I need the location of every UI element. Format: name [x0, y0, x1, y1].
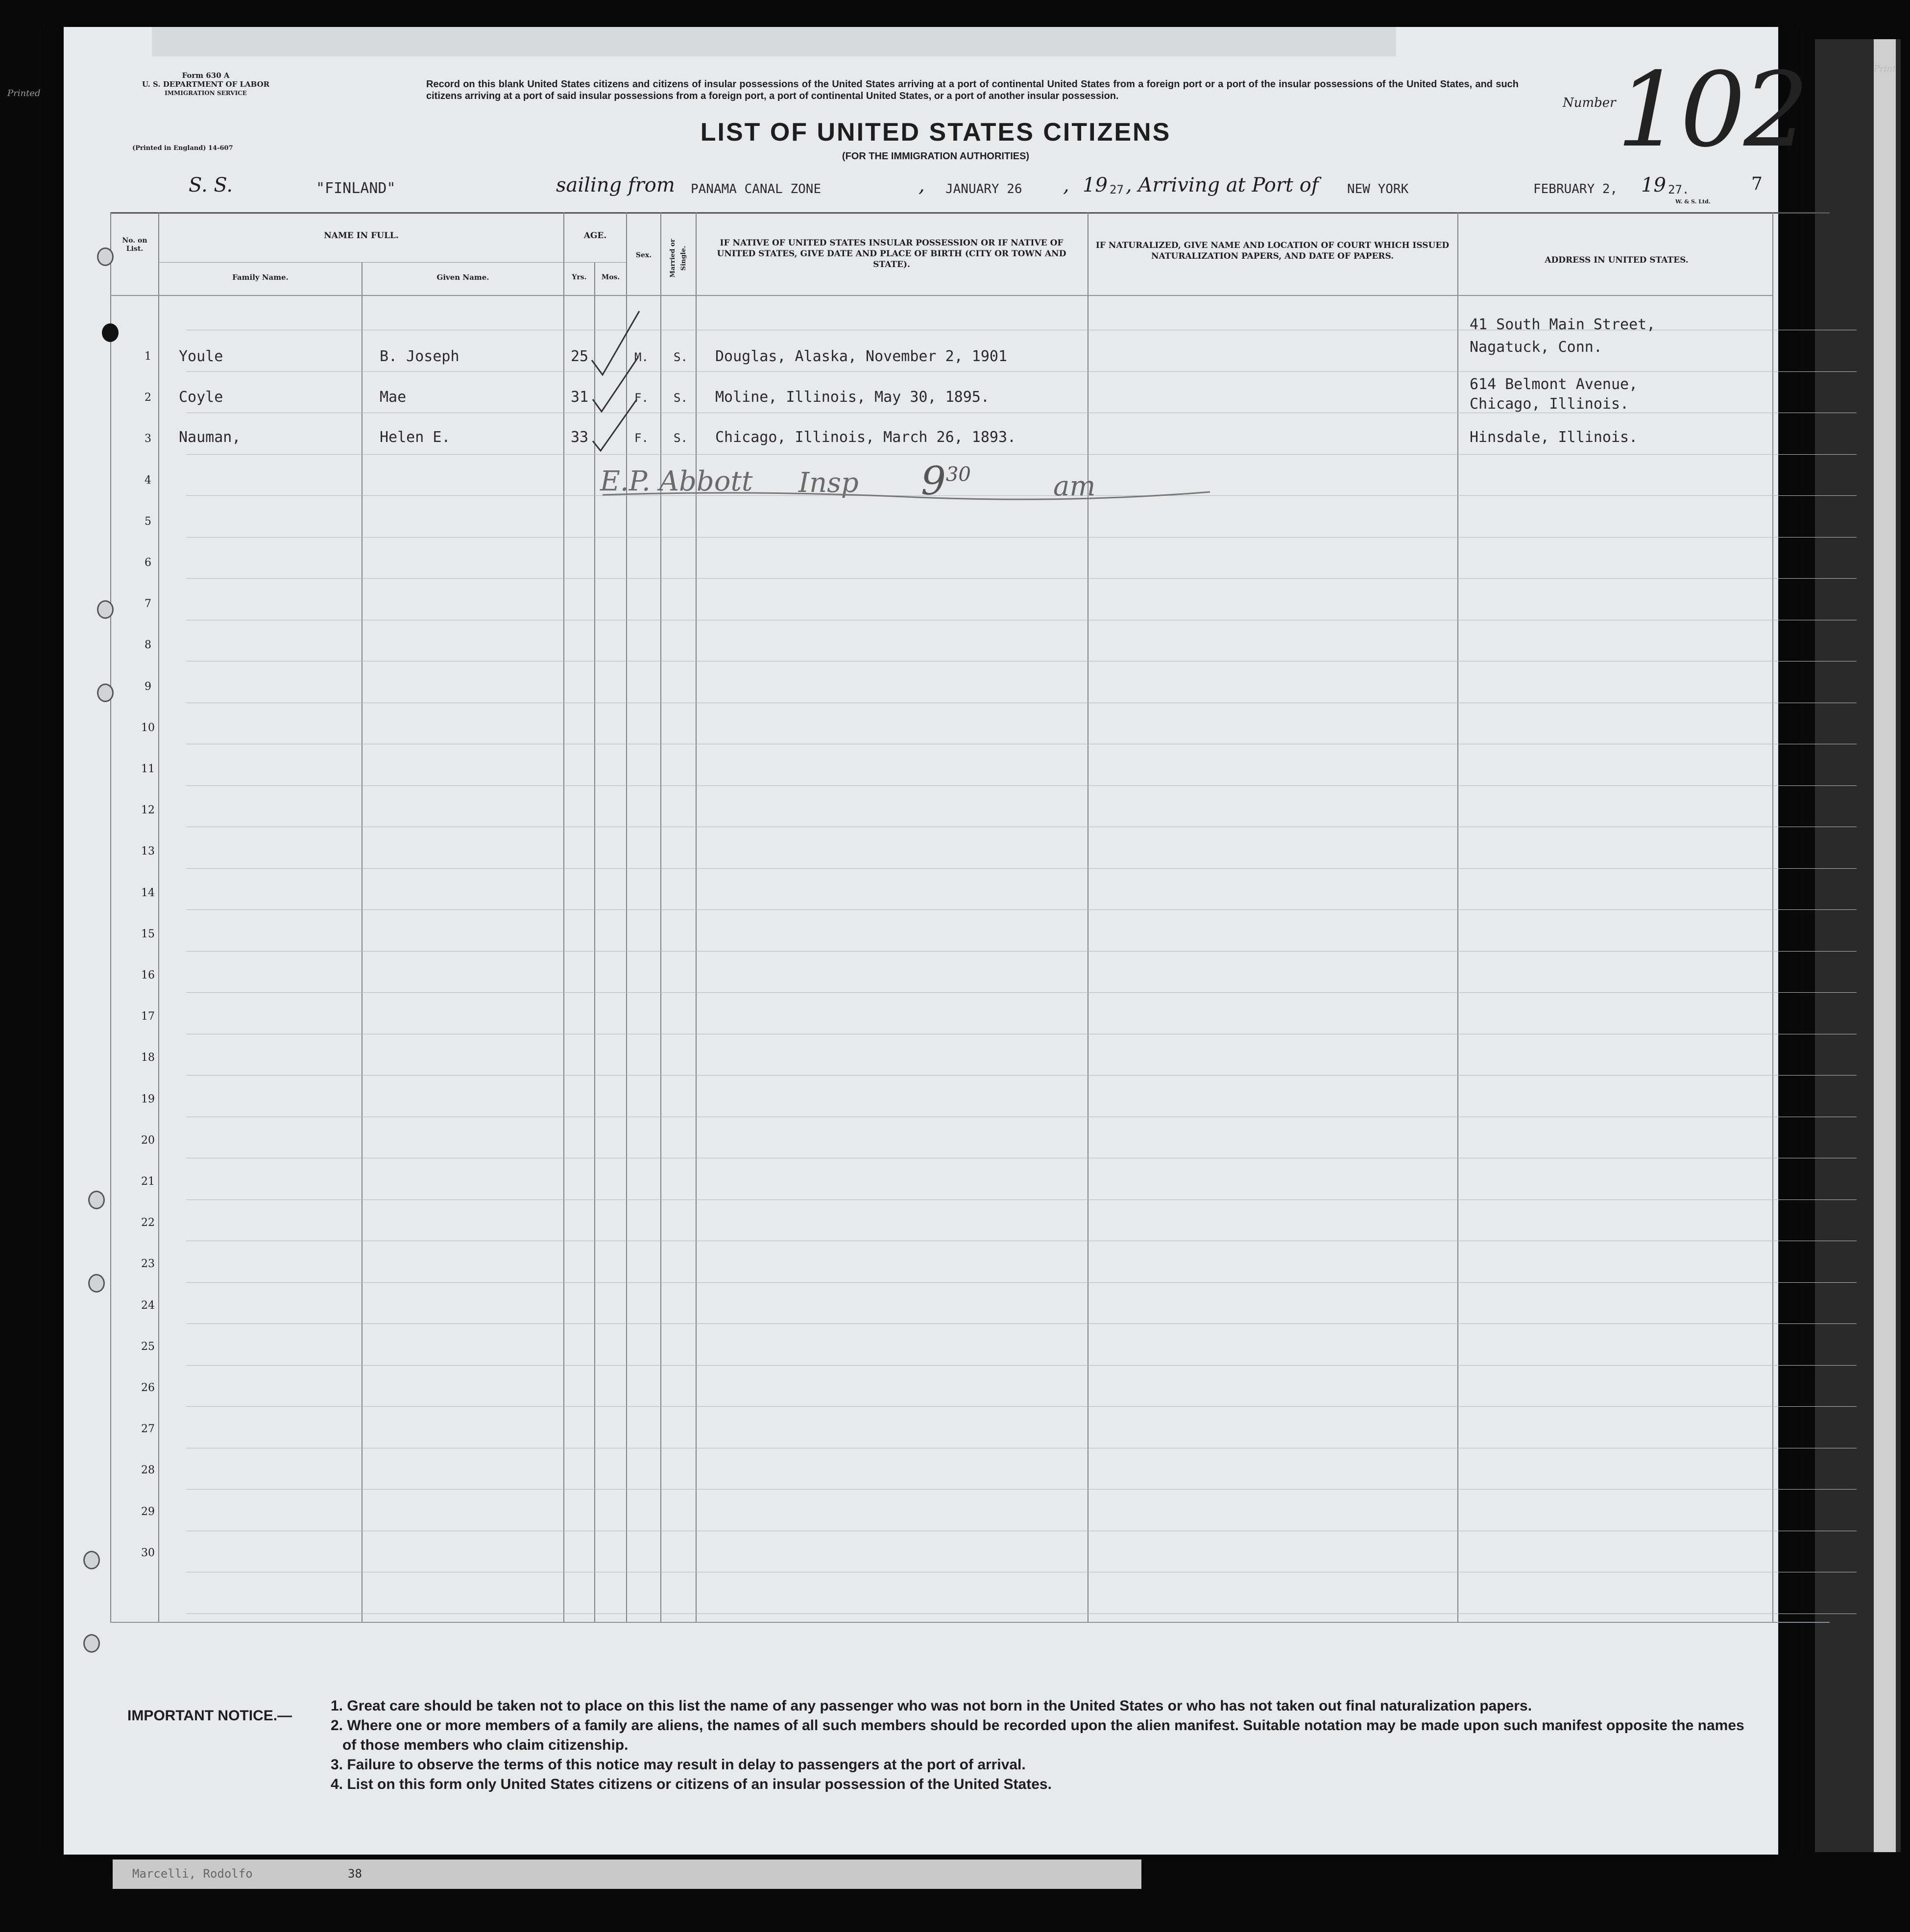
col-line-7	[696, 212, 697, 1622]
row-number: 7	[145, 598, 151, 611]
address-line-2: Nagatuck, Conn.	[1470, 339, 1602, 356]
row-number: 15	[141, 928, 155, 940]
marital-status: S.	[674, 350, 688, 364]
row-number: 4	[145, 474, 151, 487]
given-name: Helen E.	[380, 429, 451, 446]
check-icon	[593, 399, 637, 451]
punch-hole	[97, 600, 114, 619]
punch-hole	[83, 1634, 100, 1653]
manifest-page	[64, 27, 1807, 1855]
comma-2: ,	[1063, 174, 1069, 196]
row-number: 5	[145, 515, 151, 528]
sailing-label: sailing from	[556, 174, 675, 196]
header-bottom-line	[110, 295, 1772, 296]
service: IMMIGRATION SERVICE	[165, 90, 247, 97]
row-number: 28	[141, 1464, 155, 1477]
row-number: 1	[145, 350, 151, 363]
ruled-line	[186, 785, 1857, 786]
arrival-date: FEBRUARY 2,	[1533, 182, 1618, 196]
punch-hole	[102, 323, 119, 342]
address-line-1: 41 South Main Street,	[1470, 316, 1656, 333]
form-id-block	[122, 71, 289, 98]
notice-item: 3. Failure to observe the terms of this notice may result in delay to passengers at the port of arrival.	[331, 1757, 1026, 1773]
col-line-3	[563, 212, 564, 1622]
check-marks	[583, 301, 652, 468]
sex: F.	[634, 391, 649, 405]
arrival-port: NEW YORK	[1347, 182, 1409, 196]
row-number: 9	[145, 680, 151, 693]
row-number: 27	[141, 1423, 155, 1436]
header-age: AGE.	[583, 231, 607, 241]
col-line-0	[110, 212, 111, 1622]
check-icon	[593, 358, 638, 412]
given-name: B. Joseph	[380, 348, 459, 365]
time-am: am	[1053, 470, 1096, 502]
header-years: Yrs.	[572, 273, 587, 281]
notice-list	[331, 1696, 1756, 1794]
col-line-10	[1772, 212, 1773, 1622]
header-married-single: Married or Single.	[669, 239, 687, 278]
table-top-border	[110, 212, 1830, 214]
age-years: 25	[571, 348, 589, 365]
ruled-line	[186, 1406, 1857, 1407]
punch-hole	[97, 684, 114, 702]
time-minutes: 30	[945, 463, 971, 486]
row-number: 3	[145, 433, 151, 445]
ruled-line	[186, 1489, 1857, 1490]
header-no: No. on List.	[122, 237, 147, 253]
notice-item: 2. Where one or more members of a family are aliens, the names of all such members should be recorded upon the alien manifest. Suitable notation may be made upon such manifest opposite the names of those members who claim citizenship.	[331, 1717, 1744, 1753]
row-number: 19	[141, 1093, 155, 1105]
page-top-tab	[152, 27, 1396, 56]
row-number: 14	[141, 886, 155, 899]
row-number: 29	[141, 1505, 155, 1518]
ship-name: "FINLAND"	[316, 180, 396, 197]
header-naturalized: IF NATURALIZED, GIVE NAME AND LOCATION OF COURT WHICH ISSUED NATURALIZATION PAPERS, AND DATE OF PAPERS.	[1095, 241, 1450, 261]
family-name: Coyle	[179, 389, 223, 406]
ruled-line	[186, 951, 1857, 952]
row-number: 18	[141, 1052, 155, 1064]
given-name: Mae	[380, 389, 407, 406]
ruled-line	[186, 1199, 1857, 1200]
birth-info: Chicago, Illinois, March 26, 1893.	[715, 429, 1016, 446]
ruled-line	[186, 1323, 1857, 1324]
inspector-signature: E.P. Abbott	[600, 465, 753, 497]
col-line-2	[362, 262, 363, 1622]
notice-item: 1. Great care should be taken not to place on this list the name of any passenger who was not born in the United States or who has not taken out final naturalization papers.	[331, 1698, 1532, 1714]
ss-label: S. S.	[189, 174, 233, 196]
punch-hole	[88, 1191, 105, 1209]
notice-item: 4. List on this form only United States citizens or citizens of an insular possession of the United States.	[331, 1776, 1052, 1792]
row-number: 6	[145, 557, 151, 569]
ruled-line	[186, 1365, 1857, 1366]
number-value: 102	[1617, 50, 1807, 170]
department: U. S. DEPARTMENT OF LABOR	[142, 80, 270, 89]
row-number: 2	[145, 391, 151, 404]
marital-status: S.	[674, 391, 688, 405]
printer-mark: W. & S. Ltd.	[1675, 198, 1711, 205]
comma-1: ,	[919, 174, 925, 196]
ruled-line	[186, 454, 1857, 455]
departure-year: 27	[1110, 183, 1124, 196]
marital-status: S.	[674, 431, 688, 445]
inspector-label: Insp	[798, 467, 859, 499]
age-years: 31	[571, 389, 589, 406]
time-hour: 9	[921, 458, 946, 504]
header-name-in-full: NAME IN FULL.	[324, 231, 399, 241]
row-number: 30	[141, 1546, 155, 1559]
notice-label: IMPORTANT NOTICE.—	[127, 1708, 292, 1724]
address-line-2: Chicago, Illinois.	[1470, 395, 1629, 413]
printed-note: (Printed in England) 14-607	[132, 145, 233, 152]
row-number: 23	[141, 1258, 155, 1271]
row-number: 22	[141, 1217, 155, 1229]
row-number: 11	[141, 763, 155, 775]
ruled-line	[186, 371, 1857, 372]
address-line-1: 614 Belmont Avenue,	[1470, 376, 1638, 393]
sex: F.	[634, 431, 649, 445]
header-given-name: Given Name.	[436, 273, 489, 282]
row-number: 24	[141, 1299, 155, 1312]
ruled-line	[186, 1075, 1857, 1076]
year-prefix-2: 19	[1641, 174, 1666, 196]
row-number: 10	[141, 721, 155, 734]
year-prefix-1: 19	[1083, 174, 1108, 196]
row-number: 17	[141, 1010, 155, 1023]
col-line-1	[158, 212, 159, 1622]
ruled-line	[186, 537, 1857, 538]
departure-date: JANUARY 26	[945, 182, 1022, 196]
form-subtitle: (FOR THE IMMIGRATION AUTHORITIES)	[842, 151, 1030, 162]
ruled-line	[186, 868, 1857, 869]
number-label: Number	[1563, 96, 1616, 110]
underlying-name: Marcelli, Rodolfo	[132, 1867, 253, 1881]
family-name: Nauman,	[179, 429, 241, 446]
right-margin-print: Print	[1874, 64, 1896, 74]
table-bottom-border	[110, 1622, 1830, 1623]
arrival-year: 27.	[1668, 183, 1690, 196]
punch-hole	[88, 1274, 105, 1293]
birth-info: Douglas, Alaska, November 2, 1901	[715, 348, 1008, 365]
sex: M.	[634, 350, 649, 364]
form-number: Form 630 A	[182, 71, 230, 80]
header-sex: Sex.	[635, 251, 652, 259]
header-birth: IF NATIVE OF UNITED STATES INSULAR POSSESSION OR IF NATIVE OF UNITED STATES, GIVE DATE AND PLACE OF BIRTH (CITY OR TOWN AND STATE).	[717, 238, 1066, 269]
form-title: LIST OF UNITED STATES CITIZENS	[700, 118, 1171, 147]
row-number: 13	[141, 845, 155, 858]
strike-line	[603, 485, 1210, 505]
name-subheader-line	[158, 262, 626, 263]
row-number: 21	[141, 1175, 155, 1188]
page-mark: 7	[1751, 174, 1763, 194]
left-margin-print: Printed	[7, 88, 41, 98]
instructions: Record on this blank United States citizens and citizens of insular possessions of the United States arriving at a port of continental United States from a foreign port or a port of the insular possessions of the United States, and such citizens arriving at a port of said insular possessions from a foreign port, a port of continental United States, or a port of another insular possession.	[426, 79, 1519, 101]
ruled-line	[186, 909, 1857, 910]
age-years: 33	[571, 429, 589, 446]
col-line-9	[1457, 212, 1458, 1622]
departure-port: PANAMA CANAL ZONE	[691, 182, 822, 196]
punch-hole	[97, 247, 114, 266]
row-number: 26	[141, 1382, 155, 1394]
header-family-name: Family Name.	[232, 273, 289, 282]
ruled-line	[186, 578, 1857, 579]
header-months: Mos.	[601, 273, 620, 281]
row-number: 16	[141, 969, 155, 981]
row-number: 20	[141, 1134, 155, 1147]
col-line-6	[660, 212, 661, 1622]
ruled-line	[186, 992, 1857, 993]
ruled-line	[186, 1282, 1857, 1283]
birth-info: Moline, Illinois, May 30, 1895.	[715, 389, 990, 406]
row-number: 25	[141, 1340, 155, 1353]
underlying-number: 38	[348, 1867, 362, 1881]
row-number: 12	[141, 804, 155, 817]
address-line-1: Hinsdale, Illinois.	[1470, 429, 1638, 446]
punch-hole	[83, 1551, 100, 1569]
adjacent-page-strip	[1815, 39, 1901, 1852]
family-name: Youle	[179, 348, 223, 365]
arriving-label: , Arriving at Port of	[1126, 174, 1319, 196]
header-address: ADDRESS IN UNITED STATES.	[1545, 255, 1689, 265]
row-number: 8	[145, 639, 151, 652]
underlying-page-strip	[113, 1859, 1141, 1889]
